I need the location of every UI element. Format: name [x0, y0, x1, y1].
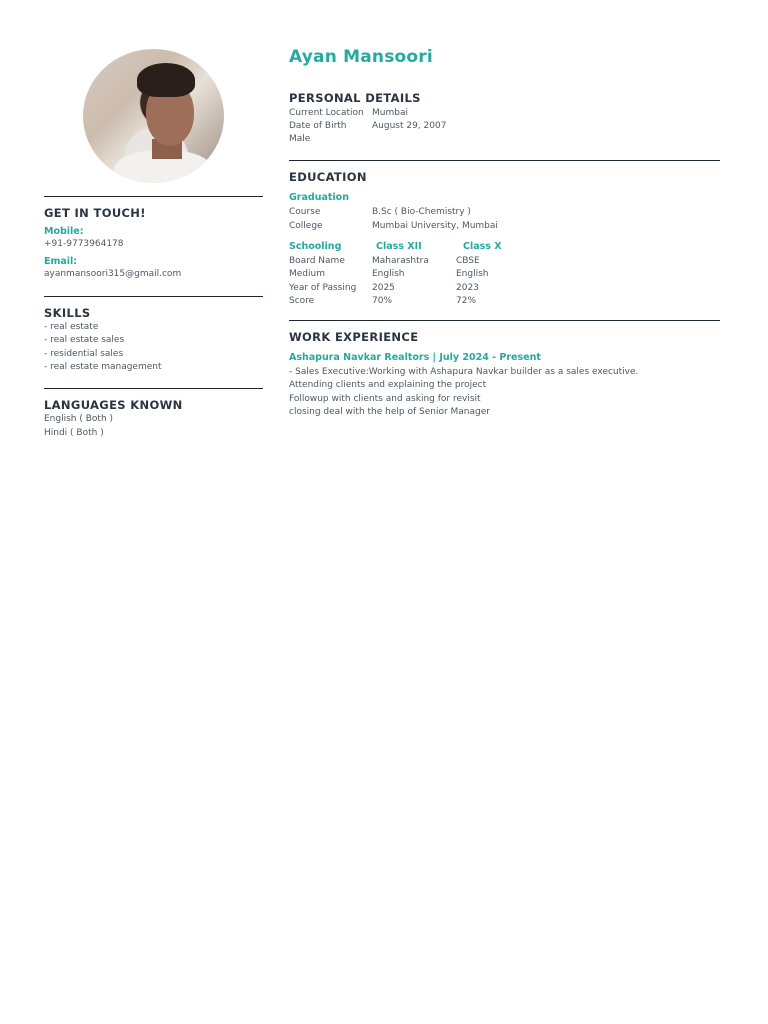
skill-item: - residential sales	[44, 348, 162, 361]
course-value: B.Sc ( Bio-Chemistry )	[372, 207, 471, 217]
class-xii-header: Class XII	[376, 241, 422, 252]
gender-value: Male	[289, 134, 311, 144]
table-cell: Year of Passing	[289, 282, 357, 293]
table-cell: 72%	[456, 296, 477, 307]
personal-heading: PERSONAL DETAILS	[289, 91, 421, 105]
schooling-header: Schooling	[289, 241, 342, 252]
work-line: Attending clients and explaining the project	[289, 380, 487, 390]
divider-work	[289, 320, 720, 321]
languages-heading: LANGUAGES KNOWN	[44, 398, 183, 412]
mobile-label: Mobile:	[44, 226, 84, 237]
college-value: Mumbai University, Mumbai	[372, 221, 498, 231]
table-cell: English	[456, 269, 489, 280]
table-cell: English	[372, 269, 405, 280]
profile-photo	[83, 49, 224, 183]
skills-heading: SKILLS	[44, 306, 91, 320]
divider-skills	[44, 296, 263, 297]
skill-item: - real estate sales	[44, 334, 162, 347]
graduation-label: Graduation	[289, 192, 349, 203]
photo-hair	[137, 63, 195, 97]
job-title: Ashapura Navkar Realtors | July 2024 - Present	[289, 352, 541, 363]
divider-languages	[44, 388, 263, 389]
skill-item: - real estate	[44, 321, 162, 334]
location-value: Mumbai	[372, 108, 408, 118]
table-cell: CBSE	[456, 256, 480, 266]
work-heading: WORK EXPERIENCE	[289, 330, 419, 344]
education-heading: EDUCATION	[289, 170, 367, 184]
skill-item: - real estate management	[44, 361, 162, 374]
table-cell: Score	[289, 296, 315, 307]
class-x-header: Class X	[463, 241, 502, 252]
table-cell: Board Name	[289, 256, 345, 266]
language-item: English ( Both )	[44, 414, 114, 424]
language-item: Hindi ( Both )	[44, 428, 104, 438]
table-cell: 70%	[372, 296, 393, 307]
skills-list	[44, 321, 162, 375]
dob-value: August 29, 2007	[372, 121, 447, 131]
mobile-value: +91-9773964178	[44, 239, 124, 249]
table-cell: Medium	[289, 269, 325, 280]
table-cell: 2023	[456, 282, 479, 293]
schooling-table	[289, 239, 540, 309]
candidate-name: Ayan Mansoori	[289, 47, 433, 67]
table-cell: Maharashtra	[372, 256, 429, 266]
course-label: Course	[289, 207, 321, 217]
divider-contact	[44, 196, 263, 197]
location-label: Current Location	[289, 108, 364, 118]
email-value: ayanmansoori315@gmail.com	[44, 269, 182, 279]
work-line: Followup with clients and asking for revisit	[289, 394, 481, 404]
divider-education	[289, 160, 720, 161]
work-line: closing deal with the help of Senior Manager	[289, 407, 490, 417]
contact-heading: GET IN TOUCH!	[44, 206, 146, 220]
table-cell: 2025	[372, 282, 395, 293]
college-label: College	[289, 221, 323, 231]
email-label: Email:	[44, 256, 78, 267]
work-line: - Sales Executive:Working with Ashapura Navkar builder as a sales executive.	[289, 367, 639, 377]
dob-label: Date of Birth	[289, 121, 347, 131]
